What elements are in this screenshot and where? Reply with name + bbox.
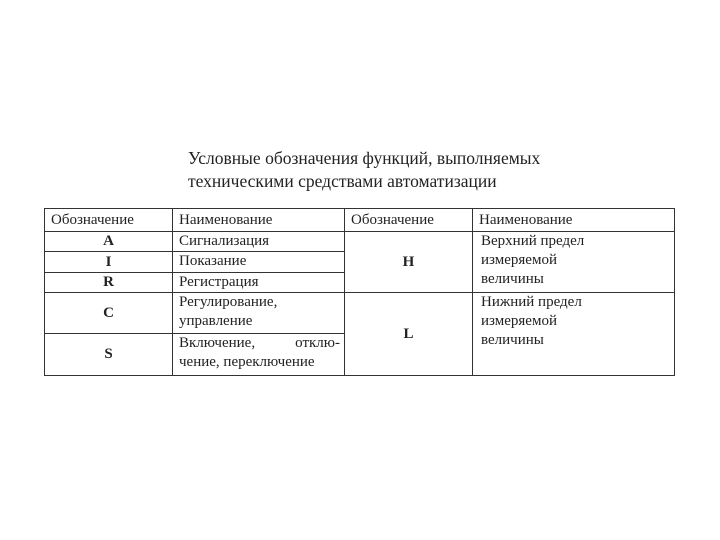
name-cell-merged [473,293,675,376]
table-row [45,232,675,252]
code-cell-merged: H [345,232,473,293]
name-line: Регулирование, [179,294,278,310]
name-line: Нижний предел [481,294,582,310]
name-cell [173,293,345,334]
code-cell: S [45,334,173,376]
header-name-2: Наименование [473,209,675,232]
code-cell: C [45,293,173,334]
code-cell-merged: L [345,293,473,376]
function-designations-table [44,208,675,376]
header-designation-1: Обозначение [45,209,173,232]
caption-line-2: техническими средствами автоматизации [188,171,497,191]
code-cell: A [45,232,173,252]
name-line: чение, переключение [179,354,315,370]
table-caption [188,147,648,193]
name-line: величины [481,332,544,348]
name-cell: Показание [173,252,345,273]
name-cell: Сигнализация [173,232,345,252]
code-cell: R [45,273,173,293]
caption-line-1: Условные обозначения функций, выполняемых [188,148,541,168]
table-row [45,293,675,334]
table-header-row [45,209,675,232]
name-cell: Регистрация [173,273,345,293]
name-cell-merged [473,232,675,293]
name-line: управление [179,313,253,329]
header-name-1: Наименование [173,209,345,232]
name-line: измеряемой [481,313,557,329]
name-line: величины [481,271,544,287]
name-line: Верхний предел [481,233,585,249]
code-cell: I [45,252,173,273]
name-line: Включение, отклю- [179,335,340,351]
name-line: измеряемой [481,252,557,268]
name-cell [173,334,345,376]
header-designation-2: Обозначение [345,209,473,232]
